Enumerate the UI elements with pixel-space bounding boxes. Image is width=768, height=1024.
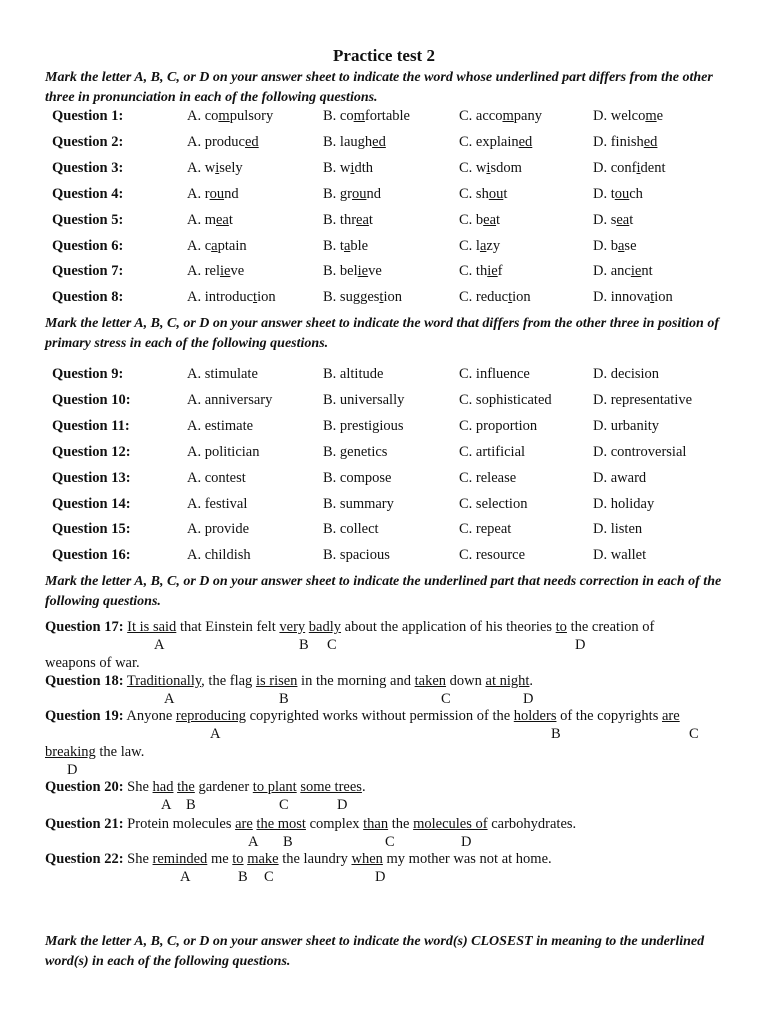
option-b: B. universally [323, 391, 405, 408]
option-text: C. acco [459, 108, 503, 124]
option-text: pulsory [229, 108, 274, 124]
underlined-part: a [211, 237, 218, 254]
option-text: A. produc [187, 133, 245, 150]
underlined-part: ea [356, 211, 369, 228]
option-c [459, 210, 500, 230]
closest-meaning-instruction: Mark the letter A, B, C, or D on your answer sheet to indicate the word(s) CLOSEST in meaning to the underlined word(s) in each of the following questions. [45, 934, 705, 969]
option-c [459, 261, 503, 281]
option-c: C. resource [459, 547, 526, 564]
question-label: Question 14: [52, 495, 131, 512]
option-letters [45, 637, 735, 654]
option-text: sely [219, 159, 243, 176]
letter-a: A [161, 797, 172, 813]
option-a [187, 261, 244, 281]
option-d: D. award [593, 469, 647, 486]
question-row [0, 364, 768, 384]
question-row [0, 287, 768, 307]
underlined-part: i [636, 159, 641, 176]
option-a-underlined: had [152, 779, 174, 795]
sentence-text: my mother was not at home. [382, 851, 552, 867]
option-text: C. sh [459, 185, 489, 202]
underlined-part: t [379, 289, 384, 306]
option-d [593, 261, 653, 281]
option-d: D. controversial [593, 443, 687, 460]
option-text: nd [366, 185, 381, 202]
letter-c: C [279, 797, 289, 813]
option-text: se [624, 237, 637, 254]
option-c-underlined: are [661, 708, 680, 724]
option-text: dent [640, 159, 666, 176]
option-d: D. wallet [593, 547, 647, 564]
option-text: C. b [459, 211, 484, 228]
sentence-text: carbohydrates. [487, 816, 577, 832]
pronunciation-instruction: Mark the letter A, B, C, or D on your answer sheet to indicate the word whose underlined part differs from the other three in pronunciation in each of the following questions. [45, 70, 713, 105]
underlined-part: ou [209, 185, 225, 202]
question-19-continuation [45, 743, 735, 762]
underlined-part: a [617, 237, 625, 254]
letter-a: A [248, 834, 259, 850]
option-b: B. compose [323, 469, 392, 486]
underlined-part: i [215, 159, 220, 176]
option-text: C. reduc [459, 289, 509, 306]
option-b-underlined: holders [513, 708, 557, 724]
option-c [459, 158, 522, 178]
option-b: B. collect [323, 521, 379, 538]
option-text: A. r [187, 185, 210, 202]
option-text: fortable [364, 108, 410, 124]
option-d [593, 158, 666, 178]
letter-a: A [164, 691, 175, 707]
stress-instruction: Mark the letter A, B, C, or D on your answer sheet to indicate the word that differs from the other three in position of primary stress in each of the following questions. [45, 316, 720, 351]
question-label: Question 3: [52, 159, 124, 176]
sentence-text: in the morning and [297, 673, 415, 689]
option-text: C. explain [459, 133, 519, 150]
underlined-part: ou [614, 185, 630, 202]
question-label: Question 8: [52, 289, 124, 306]
sentence-text: the laundry [278, 851, 352, 867]
letter-b: B [186, 797, 196, 813]
option-c [459, 236, 500, 256]
sentence-text: She [123, 851, 153, 867]
underlined-part: ou [488, 185, 504, 202]
question-20-sentence [45, 778, 735, 797]
option-text: ion [257, 289, 276, 306]
sentence-text: down [446, 673, 486, 689]
option-a: A. politician [187, 443, 260, 460]
option-b [323, 184, 381, 204]
letter-d: D [375, 869, 386, 885]
underlined-part: ou [352, 185, 367, 202]
option-d: D. holiday [593, 495, 655, 512]
option-text: B. w [323, 159, 351, 176]
option-d [593, 287, 673, 307]
option-d-underlined: when [351, 851, 383, 867]
letter-b: B [551, 726, 561, 742]
question-19 [45, 707, 735, 779]
option-text: e [656, 108, 664, 124]
question-row [0, 261, 768, 281]
option-a-underlined: are [235, 816, 253, 832]
option-text: A. introduc [187, 289, 254, 306]
option-c: C. sophisticated [459, 391, 552, 408]
option-b: B. summary [323, 495, 394, 512]
letter-d: D [461, 834, 472, 850]
option-c: C. influence [459, 366, 530, 382]
option-d-underlined: at night [485, 673, 530, 689]
option-b [323, 106, 410, 126]
option-d [593, 236, 637, 256]
underlined-part: ie [487, 263, 498, 280]
option-a: A. contest [187, 469, 246, 486]
question-label: Question 9: [52, 366, 124, 382]
option-text: B. bel [323, 263, 358, 280]
underlined-part: ed [518, 133, 533, 150]
underlined-part: t [253, 289, 258, 306]
option-b [323, 287, 402, 307]
option-c-underlined: make [247, 851, 279, 867]
underlined-part: m [353, 108, 365, 124]
letter-d: D [337, 797, 348, 813]
letter-c: C [689, 726, 699, 742]
underlined-part: ed [643, 133, 658, 150]
underlined-part: m [645, 108, 657, 124]
option-c [459, 287, 531, 307]
question-20 [45, 778, 735, 814]
option-text: t [496, 211, 501, 228]
option-a: A. estimate [187, 417, 254, 434]
option-text: ion [654, 289, 673, 306]
option-text: sdom [490, 159, 522, 176]
sentence-text: weapons of war. [45, 655, 140, 671]
option-text: D. anc [593, 263, 631, 280]
option-text: nt [641, 263, 653, 280]
option-b: B. altitude [323, 366, 384, 382]
question-17-continuation [45, 654, 735, 673]
option-a-underlined: reproducing [175, 708, 246, 724]
option-text: ble [350, 237, 369, 254]
letter-c: C [441, 691, 451, 707]
option-text: ptain [217, 237, 247, 254]
option-a [187, 158, 243, 178]
option-a: A. childish [187, 547, 251, 564]
letter-d: D [523, 691, 534, 707]
underlined-part: ea [483, 211, 497, 228]
question-row [0, 132, 768, 152]
question-row [0, 519, 768, 539]
option-b-underlined: to [232, 851, 244, 867]
option-b-underlined: very [279, 619, 306, 635]
option-c [459, 106, 542, 126]
option-text: B. thr [323, 211, 357, 228]
option-c: C. artificial [459, 443, 526, 460]
letter-a: A [180, 869, 191, 885]
question-18 [45, 672, 735, 708]
underlined-part: a [479, 237, 487, 254]
option-text: ion [383, 289, 402, 306]
question-label: Question 13: [52, 469, 131, 486]
option-c: C. proportion [459, 417, 538, 434]
question-label: Question 12: [52, 443, 131, 460]
option-text: dth [354, 159, 373, 176]
underlined-part: i [486, 159, 491, 176]
option-letters [45, 869, 735, 886]
option-b: B. spacious [323, 547, 390, 564]
option-d [593, 210, 633, 230]
option-d: D. decision [593, 366, 660, 382]
sentence-text: , the flag [201, 673, 256, 689]
sentence-text: about the application of his theories [341, 619, 556, 635]
option-text: D. innova [593, 289, 651, 306]
option-c [459, 184, 507, 204]
option-text: ch [629, 185, 643, 202]
underlined-part: ea [616, 211, 630, 228]
option-text: D. welco [593, 108, 646, 124]
option-a: A. stimulate [187, 366, 258, 382]
question-label: Question 15: [52, 521, 131, 538]
letter-b: B [283, 834, 293, 850]
option-c-underlined: badly [308, 619, 342, 635]
option-text: B. laugh [323, 133, 373, 150]
option-text: zy [486, 237, 501, 254]
option-text: ve [230, 263, 245, 280]
question-row [0, 494, 768, 514]
page-title: Practice test 2 [333, 46, 435, 65]
question-row [0, 210, 768, 230]
sentence-text: . [529, 673, 534, 689]
option-text: C. th [459, 263, 488, 280]
option-text: A. rel [187, 263, 221, 280]
option-c-underlined: than [363, 816, 389, 832]
question-19-sentence [45, 707, 735, 726]
sentence-text: that Einstein felt [176, 619, 280, 635]
option-letters [45, 726, 735, 743]
option-b-underlined: the most [256, 816, 306, 832]
option-c [459, 132, 532, 152]
question-label: Question 17: [45, 619, 124, 635]
option-d [593, 132, 657, 152]
question-label: Question 10: [52, 391, 131, 408]
option-b-underlined: is risen [255, 673, 298, 689]
question-label: Question 20: [45, 779, 124, 795]
letter-a: A [154, 637, 165, 653]
letter-b: B [238, 869, 248, 885]
option-letters [45, 834, 735, 851]
option-text: A. co [187, 108, 219, 124]
option-a: A. festival [187, 495, 248, 512]
underlined-part: t [650, 289, 655, 306]
correction-instruction: Mark the letter A, B, C, or D on your answer sheet to indicate the underlined part that needs correction in each of the following questions. [45, 574, 722, 609]
option-text: D. b [593, 237, 618, 254]
option-b [323, 158, 373, 178]
option-a [187, 106, 273, 126]
option-d-underlined: some trees [300, 779, 362, 795]
option-b-underlined: the [177, 779, 195, 795]
question-22-sentence [45, 850, 735, 869]
question-label: Question 19: [45, 708, 124, 724]
underlined-part: ea [216, 211, 229, 228]
option-text: C. w [459, 159, 487, 176]
question-row [0, 106, 768, 126]
question-row [0, 390, 768, 410]
question-row [0, 442, 768, 462]
sentence-text: the [388, 816, 414, 832]
option-b: B. genetics [323, 443, 388, 460]
underlined-part: i [350, 159, 355, 176]
question-label: Question 5: [52, 211, 124, 228]
option-text: C. l [459, 237, 480, 254]
option-text: f [497, 263, 503, 280]
letter-d: D [575, 637, 586, 653]
question-label: Question 16: [52, 547, 131, 564]
option-text: pany [513, 108, 542, 124]
underlined-part: m [218, 108, 230, 124]
letter-a: A [210, 726, 221, 742]
option-c: C. selection [459, 495, 528, 512]
underlined-part: ie [357, 263, 369, 280]
underlined-part: t [508, 289, 513, 306]
question-row [0, 184, 768, 204]
option-text: B. gr [323, 185, 352, 202]
option-text: B. sugges [323, 289, 380, 306]
option-a: A. anniversary [187, 391, 273, 408]
option-a: A. provide [187, 521, 250, 538]
option-text: D. s [593, 211, 617, 228]
option-text: ve [368, 263, 382, 280]
option-a [187, 184, 239, 204]
question-label: Question 18: [45, 673, 124, 689]
option-a-underlined: reminded [152, 851, 208, 867]
option-d-underlined: to [555, 619, 567, 635]
question-22 [45, 850, 735, 886]
option-b [323, 132, 386, 152]
option-a [187, 287, 276, 307]
question-21 [45, 815, 735, 851]
underlined-part: m [502, 108, 514, 124]
option-text: B. t [323, 237, 344, 254]
question-row [0, 545, 768, 565]
sentence-text: copyrighted works without permission of the [245, 708, 514, 724]
question-21-sentence [45, 815, 735, 834]
sentence-text: me [207, 851, 233, 867]
option-d: D. urbanity [593, 417, 660, 434]
option-b: B. prestigious [323, 417, 404, 434]
option-text: t [368, 211, 373, 228]
sentence-text: the law. [95, 744, 145, 760]
underlined-part: ie [630, 263, 642, 280]
option-letters [45, 691, 735, 708]
underlined-part: a [343, 237, 351, 254]
option-c: C. release [459, 469, 517, 486]
question-row [0, 468, 768, 488]
letter-c: C [264, 869, 274, 885]
underlined-part: ie [220, 263, 231, 280]
option-d [593, 106, 663, 126]
question-label: Question 6: [52, 237, 124, 254]
sentence-text: gardener [194, 779, 253, 795]
sentence-text: She [123, 779, 153, 795]
underlined-part: ed [372, 133, 386, 150]
option-c-underlined: to plant [252, 779, 297, 795]
option-text: t [228, 211, 233, 228]
letter-c: C [327, 637, 337, 653]
option-text: t [503, 185, 508, 202]
letter-b: B [299, 637, 309, 653]
option-d: D. listen [593, 521, 643, 538]
letter-d: D [67, 762, 78, 778]
question-row [0, 158, 768, 178]
option-d [593, 184, 643, 204]
option-text: A. w [187, 159, 216, 176]
option-c: C. repeat [459, 521, 512, 538]
option-a [187, 210, 233, 230]
sentence-text: . [361, 779, 366, 795]
sentence-text: of the copyrights [556, 708, 662, 724]
option-text: t [629, 211, 634, 228]
option-letters [45, 762, 735, 779]
option-d: D. representative [593, 391, 693, 408]
option-d-underlined: breaking [45, 744, 96, 760]
option-a [187, 236, 247, 256]
question-label: Question 22: [45, 851, 124, 867]
option-c-underlined: taken [414, 673, 447, 689]
letter-c: C [385, 834, 395, 850]
option-text: D. conf [593, 159, 637, 176]
option-a [187, 132, 259, 152]
question-label: Question 4: [52, 185, 124, 202]
option-text: D. finish [593, 133, 644, 150]
question-label: Question 21: [45, 816, 124, 832]
option-a-underlined: Traditionally [126, 673, 202, 689]
option-d-underlined: molecules of [413, 816, 488, 832]
option-text: A. m [187, 211, 216, 228]
question-row [0, 236, 768, 256]
option-text: B. co [323, 108, 354, 124]
question-label: Question 2: [52, 133, 124, 150]
sentence-text: the creation of [566, 619, 655, 635]
underlined-part: ed [245, 133, 259, 150]
question-18-sentence [45, 672, 735, 691]
option-text: A. c [187, 237, 212, 254]
option-b [323, 261, 382, 281]
option-text: nd [224, 185, 239, 202]
question-17 [45, 618, 735, 673]
option-text: ion [512, 289, 531, 306]
option-text: D. t [593, 185, 615, 202]
letter-b: B [279, 691, 289, 707]
question-label: Question 1: [52, 108, 124, 124]
question-label: Question 7: [52, 263, 124, 280]
option-letters [45, 797, 735, 814]
sentence-text: complex [305, 816, 364, 832]
sentence-text: Protein molecules [123, 816, 236, 832]
option-b [323, 210, 373, 230]
question-row [0, 416, 768, 436]
option-a-underlined: It is said [127, 619, 177, 635]
option-b [323, 236, 368, 256]
question-label: Question 11: [52, 417, 130, 434]
question-17-sentence [45, 618, 735, 637]
sentence-text: Anyone [123, 708, 176, 724]
